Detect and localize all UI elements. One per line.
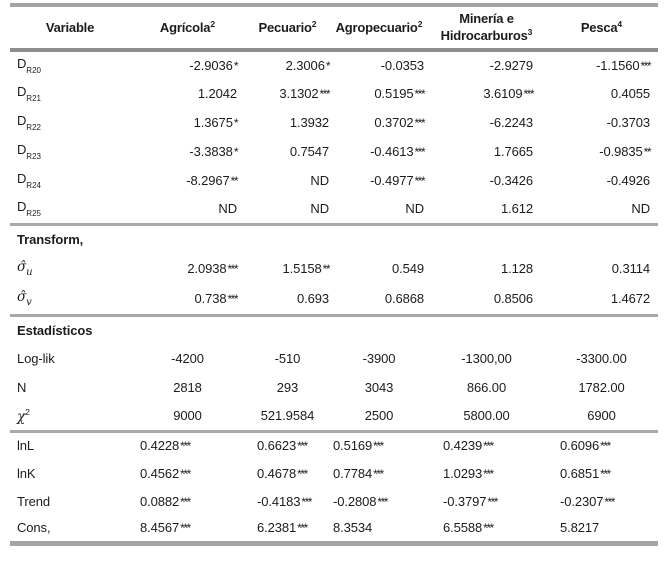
value-number: 0.7784 bbox=[333, 465, 373, 481]
value-cell bbox=[245, 166, 330, 195]
value-cell bbox=[130, 50, 245, 79]
row-label bbox=[10, 459, 130, 487]
row-label-subscript: R23 bbox=[26, 152, 41, 161]
significance-stars: ** bbox=[230, 174, 237, 188]
section-coefficients bbox=[10, 431, 658, 543]
value-number: 6.2381 bbox=[257, 520, 297, 536]
value-cell bbox=[330, 195, 428, 224]
value-cell bbox=[330, 166, 428, 195]
value-number: -0.2307 bbox=[560, 493, 604, 509]
value-number: -3.3838 bbox=[189, 144, 233, 159]
value-cell bbox=[330, 79, 428, 108]
row-label-base: D bbox=[17, 199, 27, 215]
significance-stars: *** bbox=[414, 87, 424, 101]
section-transform bbox=[10, 224, 658, 315]
value-cell bbox=[245, 431, 330, 459]
value-number: ND bbox=[631, 201, 650, 217]
value-number: -0.4926 bbox=[606, 173, 650, 188]
significance-stars: *** bbox=[180, 521, 190, 536]
significance-stars: *** bbox=[227, 262, 237, 276]
value-number: -0.0353 bbox=[380, 58, 424, 73]
value-cell bbox=[330, 373, 428, 402]
value-cell bbox=[245, 50, 330, 79]
value-cell bbox=[545, 195, 658, 224]
value-number: 0.8506 bbox=[493, 291, 533, 307]
value-number: -0.4613 bbox=[370, 144, 414, 159]
value-cell bbox=[428, 459, 545, 487]
value-number: 0.6851 bbox=[560, 465, 600, 481]
significance-stars: *** bbox=[523, 87, 533, 101]
value-cell bbox=[330, 431, 428, 459]
value-cell bbox=[130, 431, 245, 459]
significance-stars: *** bbox=[180, 494, 190, 509]
value-cell bbox=[130, 284, 245, 315]
section-dummies bbox=[10, 50, 658, 224]
value-cell bbox=[428, 284, 545, 315]
value-cell bbox=[428, 166, 545, 195]
column-header-agricola bbox=[130, 5, 245, 50]
value-cell bbox=[330, 487, 428, 515]
significance-stars: *** bbox=[604, 494, 614, 509]
value-number: -1300,00 bbox=[461, 351, 512, 366]
column-label: Agrícola bbox=[159, 20, 211, 36]
section-heading: Estadísticos bbox=[17, 322, 93, 338]
significance-stars: *** bbox=[487, 494, 497, 509]
row-label-base: lnL bbox=[17, 438, 35, 454]
value-cell bbox=[428, 50, 545, 79]
table-row bbox=[10, 373, 658, 402]
value-cell bbox=[245, 195, 330, 224]
significance-stars: *** bbox=[377, 494, 387, 509]
significance-stars: *** bbox=[600, 439, 610, 454]
value-cell bbox=[545, 344, 658, 373]
row-label-base: D bbox=[17, 56, 27, 71]
value-number: 0.3114 bbox=[611, 261, 650, 276]
value-cell bbox=[245, 253, 330, 284]
value-cell bbox=[330, 137, 428, 166]
value-cell bbox=[330, 402, 428, 431]
significance-stars: *** bbox=[180, 439, 190, 454]
value-number: 0.549 bbox=[391, 261, 424, 276]
value-number: -4200 bbox=[171, 351, 204, 366]
row-label-subscript: R21 bbox=[26, 94, 41, 103]
value-number: -1.1560 bbox=[596, 58, 640, 73]
significance-stars: *** bbox=[600, 466, 610, 481]
value-cell bbox=[130, 487, 245, 515]
row-label-base: N bbox=[17, 380, 27, 395]
value-number: -0.4977 bbox=[370, 173, 414, 188]
value-number: ND bbox=[405, 201, 424, 217]
value-cell bbox=[245, 284, 330, 315]
row-label-base: D bbox=[17, 142, 27, 157]
column-label: Pesca bbox=[580, 20, 618, 36]
value-cell bbox=[428, 79, 545, 108]
section-heading-row bbox=[10, 315, 658, 344]
column-header-mineria bbox=[428, 5, 545, 50]
column-label: Agropecuario bbox=[335, 20, 418, 36]
value-cell bbox=[245, 515, 330, 543]
table-row bbox=[10, 402, 658, 431]
value-number: 1.128 bbox=[500, 261, 533, 276]
table-row bbox=[10, 137, 658, 166]
value-number: 0.4562 bbox=[140, 465, 180, 481]
row-label-base: Log-lik bbox=[17, 351, 55, 366]
section-heading: Transform, bbox=[17, 231, 84, 247]
significance-stars: *** bbox=[227, 292, 237, 307]
significance-stars: *** bbox=[483, 439, 493, 454]
row-label-subscript: R24 bbox=[26, 181, 41, 190]
value-cell bbox=[245, 487, 330, 515]
table-row bbox=[10, 166, 658, 195]
row-label bbox=[10, 487, 130, 515]
row-label-base: Cons, bbox=[17, 520, 51, 536]
significance-stars: *** bbox=[319, 87, 329, 101]
row-label bbox=[10, 50, 130, 79]
value-number: -8.2967 bbox=[186, 173, 230, 188]
row-label-base: D bbox=[17, 84, 27, 99]
row-label bbox=[10, 515, 130, 543]
value-number: 0.693 bbox=[296, 291, 329, 307]
value-number: 2.0938 bbox=[187, 261, 227, 276]
row-label-subscript: u bbox=[26, 267, 33, 278]
value-number: -0.4183 bbox=[257, 493, 301, 509]
row-label bbox=[10, 79, 130, 108]
row-label bbox=[10, 373, 130, 402]
value-number: 0.738 bbox=[194, 291, 227, 307]
value-cell bbox=[545, 137, 658, 166]
value-cell bbox=[245, 344, 330, 373]
value-number: -3900 bbox=[362, 351, 396, 366]
table-row bbox=[10, 459, 658, 487]
value-number: 8.3534 bbox=[333, 520, 373, 536]
value-number: 1.5158 bbox=[282, 261, 322, 276]
row-label bbox=[10, 166, 130, 195]
column-header-pecuario bbox=[245, 5, 330, 50]
value-cell bbox=[130, 373, 245, 402]
column-footnote-sup: 2 bbox=[417, 19, 423, 30]
value-cell bbox=[330, 459, 428, 487]
value-cell bbox=[428, 373, 545, 402]
table-row bbox=[10, 431, 658, 459]
value-number: 2818 bbox=[173, 380, 202, 395]
value-number: 1.4672 bbox=[610, 291, 650, 307]
regression-results-table bbox=[10, 3, 658, 546]
value-number: 3.1302 bbox=[279, 86, 319, 101]
value-number: 1.3932 bbox=[289, 115, 329, 130]
value-cell bbox=[545, 459, 658, 487]
value-cell bbox=[545, 253, 658, 284]
column-label: Pecuario bbox=[258, 20, 312, 36]
value-number: -0.2808 bbox=[333, 493, 377, 509]
value-cell bbox=[428, 108, 545, 137]
value-number: 293 bbox=[276, 380, 299, 395]
significance-stars: *** bbox=[640, 59, 650, 73]
value-number: 5800.00 bbox=[463, 408, 510, 424]
value-cell bbox=[428, 515, 545, 543]
value-cell bbox=[545, 79, 658, 108]
row-label-base: σ̂ bbox=[17, 289, 27, 306]
value-number: 0.6623 bbox=[257, 438, 297, 454]
value-cell bbox=[545, 108, 658, 137]
column-header-variable: Variable bbox=[45, 19, 95, 35]
value-number: 0.6868 bbox=[384, 291, 424, 307]
significance-stars: *** bbox=[180, 466, 190, 481]
value-number: -510 bbox=[274, 351, 301, 366]
significance-stars: * bbox=[233, 59, 237, 73]
column-footnote-sup: 4 bbox=[617, 19, 623, 30]
value-number: -0.9835 bbox=[599, 144, 643, 159]
value-cell bbox=[130, 402, 245, 431]
value-cell bbox=[130, 253, 245, 284]
significance-stars: * bbox=[233, 116, 237, 130]
row-label bbox=[10, 195, 130, 224]
value-cell bbox=[245, 459, 330, 487]
value-number: 0.5195 bbox=[374, 86, 414, 101]
row-label-subscript: R22 bbox=[26, 123, 41, 132]
value-cell bbox=[428, 137, 545, 166]
table-row bbox=[10, 195, 658, 224]
significance-stars: *** bbox=[483, 521, 493, 536]
value-number: 866.00 bbox=[466, 380, 507, 395]
value-number: 0.7547 bbox=[289, 144, 329, 159]
table-row bbox=[10, 284, 658, 315]
value-cell bbox=[130, 79, 245, 108]
significance-stars: ** bbox=[643, 145, 650, 159]
significance-stars: *** bbox=[414, 145, 424, 159]
value-number: 1782.00 bbox=[578, 380, 625, 395]
column-footnote-sup: 2 bbox=[210, 19, 216, 30]
section-heading-row bbox=[10, 224, 658, 253]
row-label bbox=[10, 253, 130, 284]
value-number: 0.6096 bbox=[560, 438, 600, 454]
table-row bbox=[10, 487, 658, 515]
significance-stars: *** bbox=[297, 439, 307, 454]
value-cell bbox=[330, 344, 428, 373]
value-number: 1.0293 bbox=[443, 465, 483, 481]
significance-stars: *** bbox=[297, 466, 307, 481]
row-label-base: D bbox=[17, 171, 27, 186]
value-number: 9000 bbox=[173, 408, 202, 424]
value-number: 5.8217 bbox=[560, 520, 600, 536]
value-number: ND bbox=[310, 201, 329, 217]
row-label bbox=[10, 284, 130, 315]
value-cell bbox=[330, 253, 428, 284]
value-cell bbox=[545, 431, 658, 459]
row-label bbox=[10, 402, 130, 431]
value-number: -2.9279 bbox=[489, 58, 533, 73]
value-number: 0.4239 bbox=[443, 438, 483, 454]
table-row bbox=[10, 344, 658, 373]
row-label-subscript: R25 bbox=[26, 209, 41, 219]
column-label: Minería e Hidrocarburos bbox=[440, 11, 528, 43]
value-cell bbox=[545, 487, 658, 515]
value-number: -6.2243 bbox=[489, 115, 533, 130]
row-label bbox=[10, 431, 130, 459]
value-number: 0.0882 bbox=[140, 493, 180, 509]
value-cell bbox=[428, 253, 545, 284]
value-cell bbox=[130, 108, 245, 137]
value-number: -0.3797 bbox=[443, 493, 487, 509]
value-cell bbox=[245, 373, 330, 402]
row-label-subscript: v bbox=[26, 297, 32, 309]
value-cell bbox=[330, 50, 428, 79]
row-label-base: χ bbox=[17, 408, 26, 425]
value-number: 3043 bbox=[364, 380, 394, 395]
value-number: 1.7665 bbox=[493, 144, 533, 159]
significance-stars: *** bbox=[373, 439, 383, 454]
value-number: -0.3703 bbox=[606, 115, 650, 130]
value-number: 1.3675 bbox=[193, 115, 233, 130]
significance-stars: * bbox=[233, 145, 237, 159]
value-cell bbox=[245, 79, 330, 108]
value-number: 3.6109 bbox=[483, 86, 523, 101]
significance-stars: *** bbox=[414, 116, 424, 130]
value-cell bbox=[130, 166, 245, 195]
table-row bbox=[10, 108, 658, 137]
value-cell bbox=[130, 515, 245, 543]
value-number: 2.3006 bbox=[285, 58, 325, 73]
value-cell bbox=[545, 515, 658, 543]
row-label-base: D bbox=[17, 113, 27, 128]
table-row bbox=[10, 253, 658, 284]
value-cell bbox=[545, 166, 658, 195]
value-number: ND bbox=[310, 173, 329, 188]
significance-stars: *** bbox=[373, 466, 383, 481]
value-number: 2500 bbox=[364, 408, 394, 424]
value-cell bbox=[545, 373, 658, 402]
table-row bbox=[10, 50, 658, 79]
value-cell bbox=[245, 108, 330, 137]
column-footnote-sup: 3 bbox=[527, 27, 533, 37]
row-label bbox=[10, 344, 130, 373]
value-number: -0.3426 bbox=[489, 173, 533, 188]
value-cell bbox=[428, 195, 545, 224]
value-cell bbox=[130, 137, 245, 166]
value-number: 521.9584 bbox=[260, 408, 315, 424]
value-number: 0.3702 bbox=[374, 115, 414, 130]
value-number: 8.4567 bbox=[140, 520, 180, 536]
value-number: 1.2042 bbox=[197, 86, 237, 101]
value-cell bbox=[330, 108, 428, 137]
value-cell bbox=[130, 344, 245, 373]
row-label bbox=[10, 108, 130, 137]
value-cell bbox=[130, 459, 245, 487]
row-label bbox=[10, 137, 130, 166]
row-label-subscript: R20 bbox=[26, 66, 41, 75]
section-estadisticos bbox=[10, 315, 658, 431]
row-label-base: lnK bbox=[17, 465, 36, 481]
significance-stars: *** bbox=[414, 174, 424, 188]
row-label-base: Trend bbox=[17, 493, 50, 509]
value-number: -2.9036 bbox=[189, 58, 233, 73]
column-header-pesca bbox=[545, 5, 658, 50]
significance-stars: * bbox=[325, 59, 329, 73]
value-number: 0.4678 bbox=[257, 465, 297, 481]
value-cell bbox=[545, 284, 658, 315]
value-number: 0.4228 bbox=[140, 438, 180, 454]
significance-stars: *** bbox=[483, 466, 493, 481]
value-cell bbox=[245, 137, 330, 166]
value-cell bbox=[330, 284, 428, 315]
value-number: 0.4055 bbox=[610, 86, 650, 101]
value-cell bbox=[545, 402, 658, 431]
value-cell bbox=[428, 344, 545, 373]
value-cell bbox=[245, 402, 330, 431]
value-number: ND bbox=[218, 201, 237, 217]
significance-stars: *** bbox=[301, 494, 311, 509]
table-row bbox=[10, 515, 658, 543]
significance-stars: ** bbox=[322, 262, 329, 276]
value-cell bbox=[545, 50, 658, 79]
table-header bbox=[10, 5, 658, 50]
value-number: 6900 bbox=[587, 408, 616, 424]
value-cell bbox=[130, 195, 245, 224]
value-cell bbox=[428, 431, 545, 459]
value-cell bbox=[428, 402, 545, 431]
significance-stars: *** bbox=[297, 521, 307, 536]
value-number: 6.5588 bbox=[443, 520, 483, 536]
column-footnote-sup: 2 bbox=[311, 19, 317, 30]
value-cell bbox=[428, 487, 545, 515]
column-header-agropecuario bbox=[330, 5, 428, 50]
row-label-base: σ̂ bbox=[17, 259, 27, 275]
table-row bbox=[10, 79, 658, 108]
value-number: 0.5169 bbox=[333, 438, 373, 454]
row-label-superscript: 2 bbox=[25, 406, 30, 417]
value-number: 1.612 bbox=[500, 201, 533, 217]
value-cell bbox=[330, 515, 428, 543]
header-row bbox=[10, 5, 658, 50]
value-number: -3300.00 bbox=[576, 351, 627, 366]
